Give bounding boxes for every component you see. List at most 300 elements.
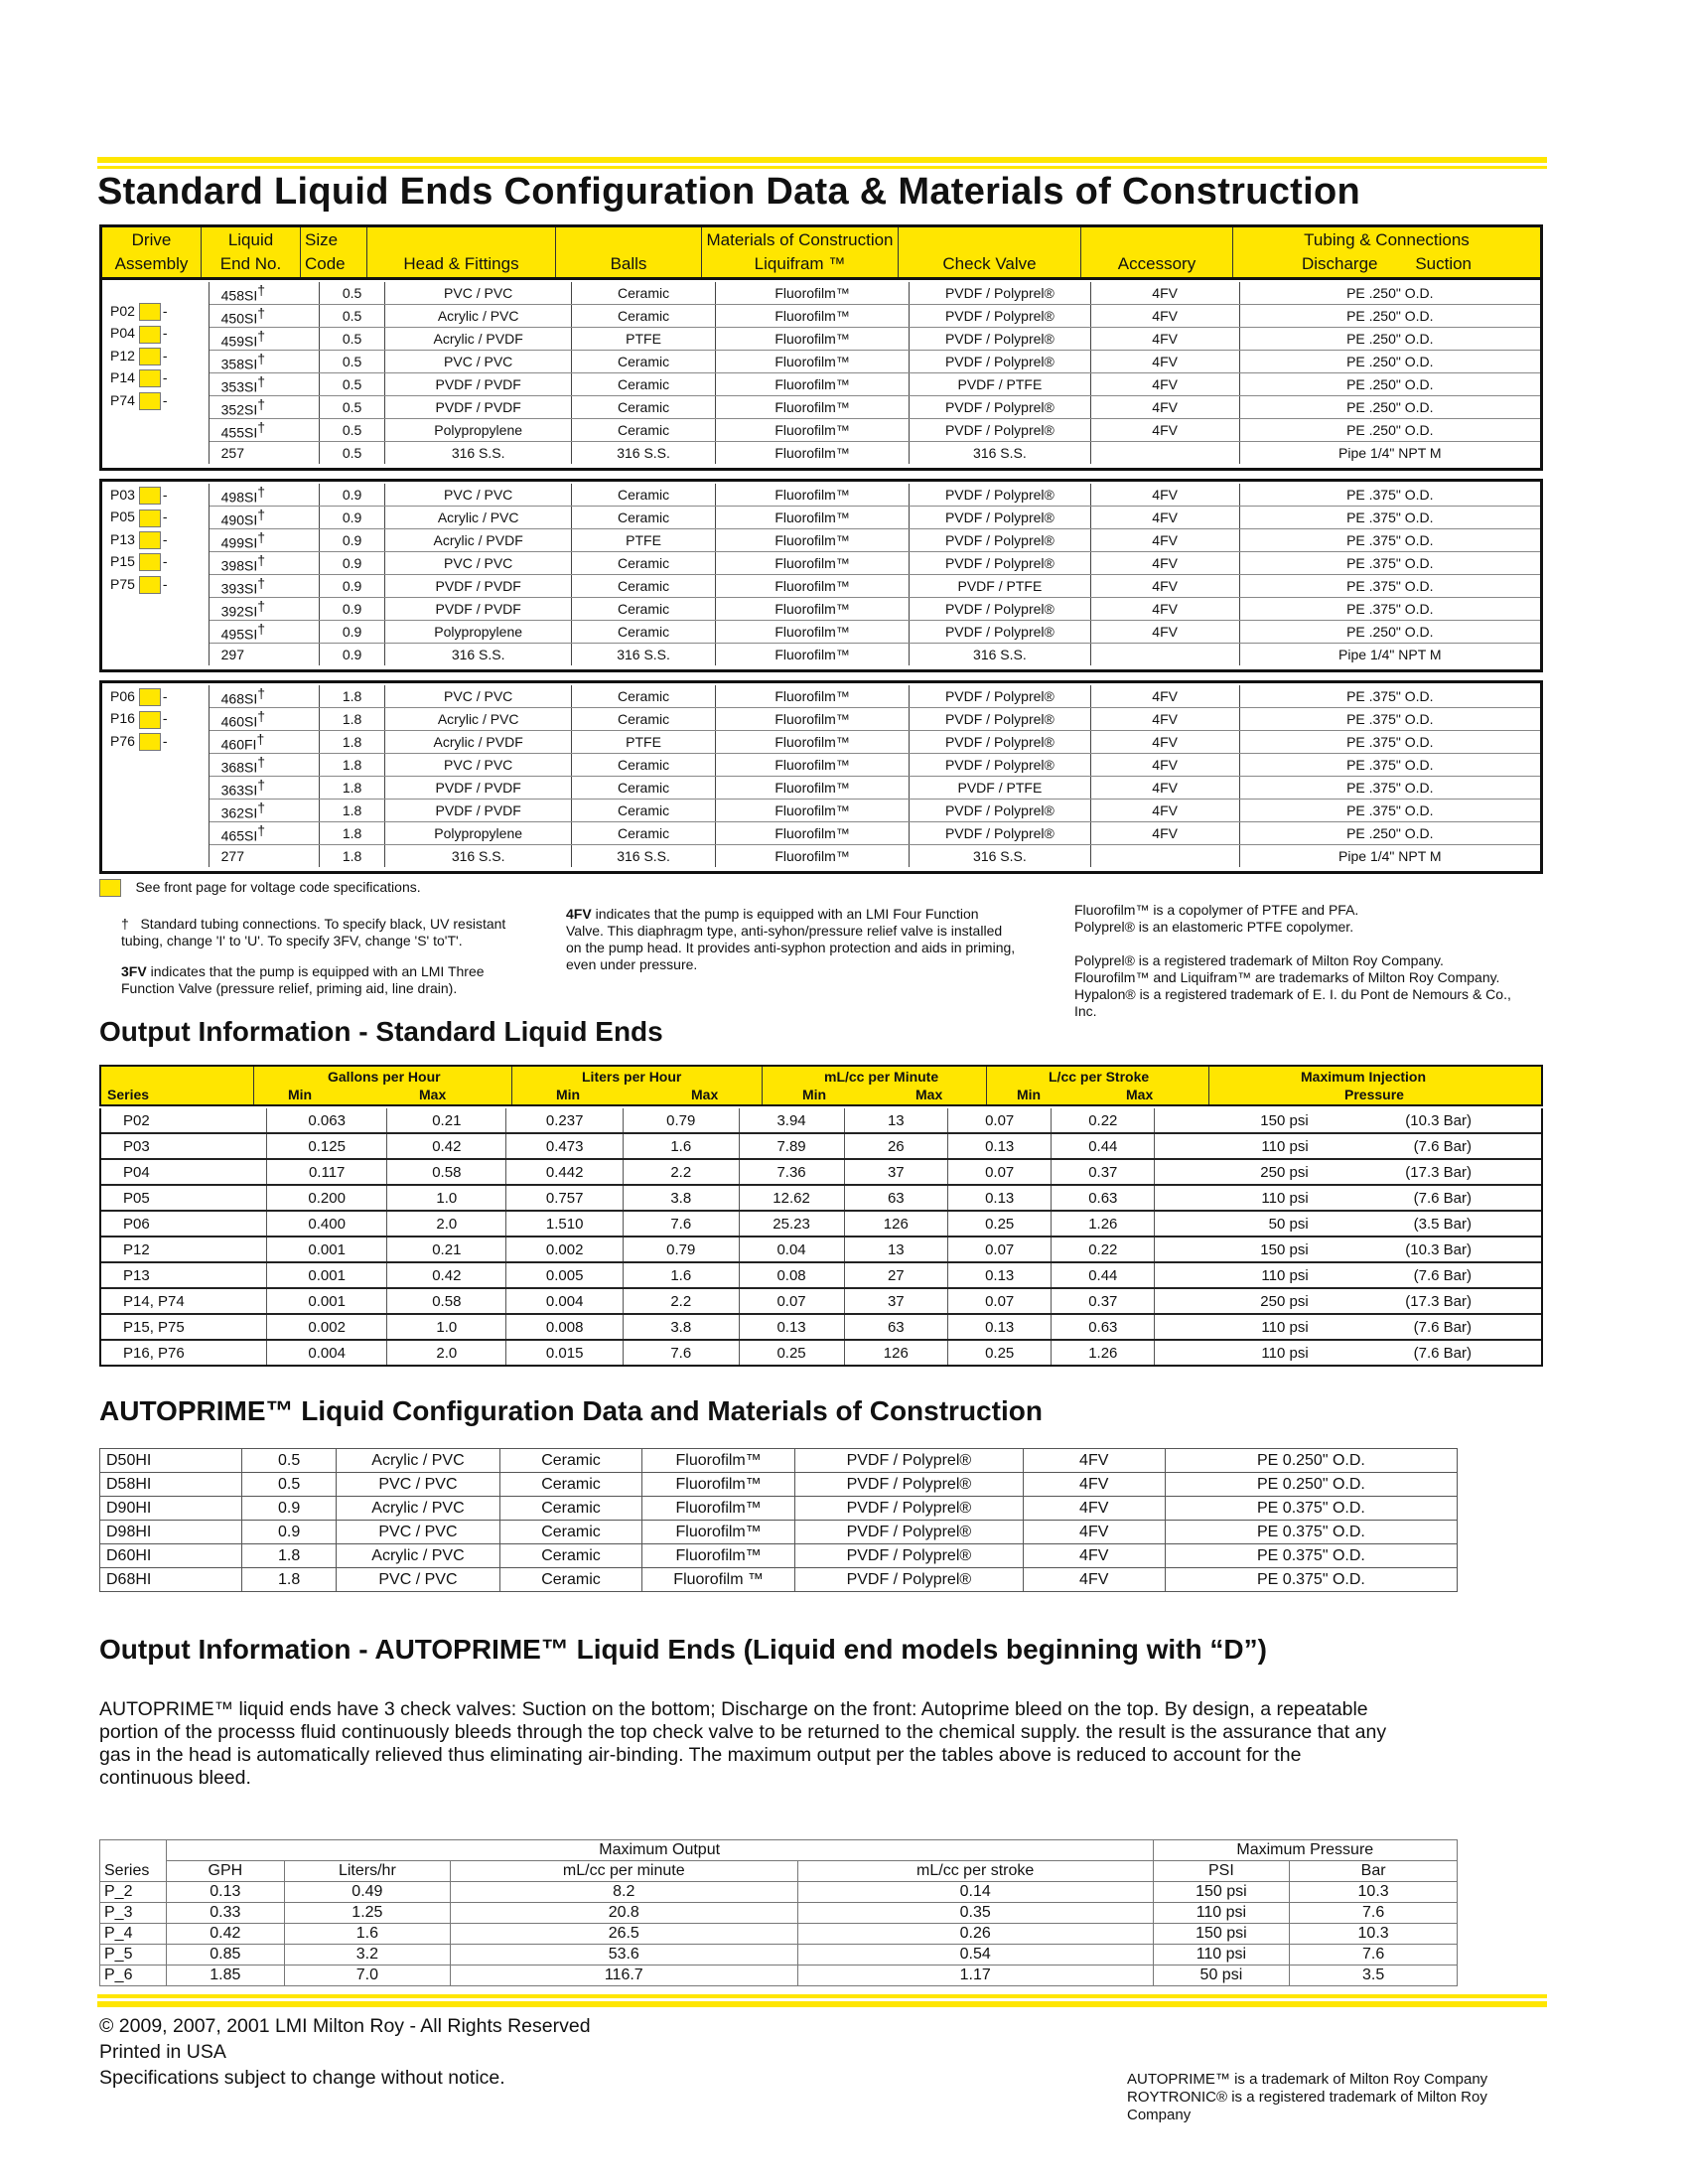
dagger-mark: † — [257, 396, 266, 413]
drive-assembly-list — [102, 282, 209, 464]
cell: 3.8 — [623, 1185, 739, 1211]
column-header: Series — [100, 1861, 167, 1882]
cell: 458SI† — [209, 282, 319, 305]
column-header: Liters/hr — [285, 1861, 451, 1882]
drive-assembly: P06 - — [110, 685, 209, 707]
cell: Fluorofilm™ — [716, 598, 910, 621]
cell: 7.6 — [1290, 1945, 1458, 1966]
cell: Ceramic — [572, 800, 716, 822]
config-table-header — [99, 224, 1543, 280]
cell: 250 psi — [1155, 1288, 1317, 1314]
cell: 362SI† — [209, 800, 319, 822]
dagger-note: † Standard tubing connections. To specify black, UV resistant tubing, change 'I' to 'U'. To specify 3FV, change 'S' to'T'. — [121, 916, 506, 948]
cell: PE .250" O.D. — [1239, 373, 1540, 396]
cell: PVDF / PTFE — [910, 373, 1091, 396]
voltage-code-box — [139, 369, 161, 387]
cell: 50 psi — [1155, 1211, 1317, 1237]
output-table — [99, 1108, 1543, 1367]
cell: Acrylic / PVC — [385, 708, 572, 731]
cell: 0.5 — [319, 328, 384, 351]
cell: 0.473 — [506, 1133, 624, 1159]
cell: 250 psi — [1155, 1159, 1317, 1185]
cell: Fluorofilm™ — [716, 442, 910, 465]
cell: 316 S.S. — [385, 845, 572, 868]
cell: Ceramic — [572, 685, 716, 708]
cell: 50 psi — [1153, 1966, 1290, 1986]
autoprime-output-title: Output Information - AUTOPRIME™ Liquid Ends (Liquid end models beginning with “D”) — [99, 1634, 1267, 1665]
cell: 0.22 — [1052, 1108, 1155, 1133]
cell: PVDF / Polyprel® — [910, 484, 1091, 507]
table-row — [100, 1568, 1458, 1592]
cell: 4FV — [1090, 373, 1239, 396]
table-row — [100, 1945, 1458, 1966]
cell: 4FV — [1090, 328, 1239, 351]
cell: PVC / PVC — [385, 351, 572, 373]
cell: Fluorofilm™ — [716, 529, 910, 552]
cell: PVDF / Polyprel® — [795, 1521, 1023, 1544]
cell: 4FV — [1090, 282, 1239, 305]
table-row — [102, 419, 1540, 442]
cell: 0.9 — [319, 644, 384, 666]
output-table-header: Series Gallons per Hour Min Max Liters per Hour Min Max mL/cc per Minute Min Max L/cc per Stroke Min Max Maximum Injection Pressure — [99, 1065, 1543, 1106]
cell: 316 S.S. — [572, 442, 716, 465]
cell: 0.49 — [285, 1882, 451, 1903]
cell: Ceramic — [499, 1473, 641, 1497]
cell: 4FV — [1090, 822, 1239, 845]
table-row — [102, 777, 1540, 800]
cell: 150 psi — [1153, 1924, 1290, 1945]
cell: PVDF / Polyprel® — [910, 507, 1091, 529]
cell: PVC / PVC — [385, 282, 572, 305]
cell: 0.237 — [506, 1108, 624, 1133]
table-row — [102, 328, 1540, 351]
autoprime-table — [99, 1448, 1458, 1592]
cell: 4FV — [1090, 507, 1239, 529]
cell: PE .375" O.D. — [1239, 731, 1540, 754]
cell: Fluorofilm™ — [716, 328, 910, 351]
dagger-mark: † — [257, 552, 266, 569]
cell: P05 — [101, 1185, 267, 1211]
cell: PE .375" O.D. — [1239, 777, 1540, 800]
cell: Fluorofilm™ — [716, 351, 910, 373]
cell: 7.6 — [1290, 1903, 1458, 1924]
table-row — [102, 621, 1540, 644]
cell: (17.3 Bar) — [1317, 1288, 1541, 1314]
cell: 110 psi — [1153, 1945, 1290, 1966]
table-row — [102, 644, 1540, 666]
cell: Ceramic — [572, 777, 716, 800]
cell: 316 S.S. — [910, 845, 1091, 868]
cell: 4FV — [1023, 1449, 1165, 1473]
cell: 0.63 — [1052, 1185, 1155, 1211]
cell: Acrylic / PVDF — [385, 328, 572, 351]
cell: 7.89 — [739, 1133, 844, 1159]
cell: PVDF / Polyprel® — [910, 351, 1091, 373]
cell: PE .375" O.D. — [1239, 484, 1540, 507]
cell: 0.001 — [267, 1262, 387, 1288]
yellow-code-box — [99, 879, 121, 897]
cell: 1.25 — [285, 1903, 451, 1924]
cell: Ceramic — [572, 621, 716, 644]
dagger-mark: † — [257, 373, 266, 390]
dagger-mark: † — [256, 731, 265, 748]
cell: 1.6 — [285, 1924, 451, 1945]
cell: 1.8 — [319, 822, 384, 845]
cell: 0.5 — [319, 396, 384, 419]
cell: 25.23 — [739, 1211, 844, 1237]
table-row — [102, 575, 1540, 598]
cell: 1.17 — [797, 1966, 1153, 1986]
cell: 465SI† — [209, 822, 319, 845]
output-title: Output Information - Standard Liquid Ends — [99, 1016, 663, 1047]
table-row — [102, 373, 1540, 396]
table-row — [101, 1159, 1541, 1185]
cell: Fluorofilm™ — [716, 731, 910, 754]
cell: PE .375" O.D. — [1239, 708, 1540, 731]
cell: PTFE — [572, 731, 716, 754]
dagger-mark: † — [257, 754, 266, 771]
cell: 0.9 — [319, 552, 384, 575]
max-pressure-header: Maximum Pressure — [1153, 1840, 1457, 1861]
cell: 0.757 — [506, 1185, 624, 1211]
footer-left — [99, 2013, 591, 2091]
table-row — [102, 442, 1540, 465]
cell: Ceramic — [572, 282, 716, 305]
voltage-note: See front page for voltage code specifications. — [99, 879, 421, 897]
cell: 0.21 — [387, 1237, 506, 1262]
cell: 0.13 — [948, 1262, 1052, 1288]
cell: 1.6 — [623, 1262, 739, 1288]
cell: 1.8 — [242, 1568, 337, 1592]
table-row — [101, 1237, 1541, 1262]
cell: 0.002 — [267, 1314, 387, 1340]
cell: Polypropylene — [385, 419, 572, 442]
cell: 316 S.S. — [572, 845, 716, 868]
cell: Fluorofilm™ — [642, 1449, 795, 1473]
cell: PVDF / Polyprel® — [910, 685, 1091, 708]
copyright: © 2009, 2007, 2001 LMI Milton Roy - All Rights Reserved — [99, 2015, 591, 2037]
cell: Pipe 1/4" NPT M — [1338, 647, 1442, 662]
cell: 1.26 — [1052, 1340, 1155, 1365]
cell: Pipe 1/4" NPT M — [1338, 445, 1442, 461]
voltage-code-box — [139, 487, 161, 505]
cell: 1.26 — [1052, 1211, 1155, 1237]
cell: 4FV — [1023, 1568, 1165, 1592]
cell: 1.85 — [166, 1966, 284, 1986]
table-row — [101, 1133, 1541, 1159]
col-drive: Drive Assembly — [102, 227, 202, 277]
cell: 0.400 — [267, 1211, 387, 1237]
cell: 4FV — [1090, 598, 1239, 621]
cell: 0.63 — [1052, 1314, 1155, 1340]
cell: PVDF / Polyprel® — [910, 598, 1091, 621]
column-header: Bar — [1290, 1861, 1458, 1882]
cell: Ceramic — [572, 396, 716, 419]
dagger-mark: † — [257, 685, 266, 702]
cell: Fluorofilm™ — [716, 373, 910, 396]
cell: 0.35 — [797, 1903, 1153, 1924]
cell: PE .375" O.D. — [1239, 507, 1540, 529]
cell: PVC / PVC — [337, 1473, 500, 1497]
cell: 398SI† — [209, 552, 319, 575]
cell: 0.5 — [319, 351, 384, 373]
cell: 4FV — [1090, 800, 1239, 822]
cell: (10.3 Bar) — [1317, 1108, 1541, 1133]
dagger-mark: † — [257, 621, 266, 638]
dagger-mark: † — [257, 800, 266, 816]
table-row — [100, 1521, 1458, 1544]
cell: (10.3 Bar) — [1317, 1237, 1541, 1262]
cell: 150 psi — [1155, 1108, 1317, 1133]
cell: D50HI — [100, 1449, 242, 1473]
cell: Fluorofilm™ — [642, 1473, 795, 1497]
cell: Fluorofilm™ — [716, 845, 910, 868]
cell: 0.001 — [267, 1237, 387, 1262]
cell: Fluorofilm™ — [716, 305, 910, 328]
cell: Ceramic — [572, 822, 716, 845]
cell: Acrylic / PVC — [385, 305, 572, 328]
table-row — [102, 529, 1540, 552]
config-block-0.9 — [99, 479, 1543, 672]
column-header: GPH — [166, 1861, 284, 1882]
drive-assembly: P15 - — [110, 550, 209, 572]
cell: 459SI† — [209, 328, 319, 351]
specs-note: Specifications subject to change without notice. — [99, 2067, 505, 2089]
cell: 297 — [209, 644, 319, 666]
cell: 4FV — [1090, 754, 1239, 777]
cell: 316 S.S. — [385, 644, 572, 666]
drive-assembly-list — [102, 484, 209, 665]
cell: 0.063 — [267, 1108, 387, 1133]
cell: 0.58 — [387, 1288, 506, 1314]
cell: PVDF / PVDF — [385, 800, 572, 822]
cell: 0.08 — [739, 1262, 844, 1288]
cell: PTFE — [572, 328, 716, 351]
cell: PVDF / Polyprel® — [795, 1449, 1023, 1473]
cell: 7.6 — [623, 1340, 739, 1365]
voltage-code-box — [139, 711, 161, 729]
cell: 110 psi — [1153, 1903, 1290, 1924]
cell: 0.008 — [506, 1314, 624, 1340]
cell: 4FV — [1023, 1473, 1165, 1497]
cell: 0.5 — [242, 1449, 337, 1473]
table-row — [102, 598, 1540, 621]
drive-assembly: P12 - — [110, 345, 209, 366]
cell: PVC / PVC — [385, 552, 572, 575]
cell: 10.3 — [1290, 1882, 1458, 1903]
cell: Ceramic — [572, 305, 716, 328]
cell: 1.8 — [319, 754, 384, 777]
cell: PVC / PVC — [337, 1521, 500, 1544]
cell: PVDF / Polyprel® — [910, 731, 1091, 754]
cell: 1.8 — [319, 708, 384, 731]
cell: 0.42 — [166, 1924, 284, 1945]
cell: 13 — [844, 1237, 948, 1262]
dagger-mark: † — [257, 305, 266, 322]
cell: 0.5 — [319, 373, 384, 396]
cell: 116.7 — [450, 1966, 797, 1986]
cell: PE .250" O.D. — [1239, 621, 1540, 644]
cell: D68HI — [100, 1568, 242, 1592]
cell: 495SI† — [209, 621, 319, 644]
cell: PE 0.375" O.D. — [1165, 1497, 1457, 1521]
cell: 0.5 — [319, 282, 384, 305]
bottom-yellow-rule — [97, 1994, 1547, 1998]
autoprime-paragraph: AUTOPRIME™ liquid ends have 3 check valves: Suction on the bottom; Discharge on the front: Autoprime bleed on the top. By design, a repeatable portion of the processs fluid continuously bleeds through the top check valve to be returned to the chemical supply. the result is the assurance that any gas in the head is automatically relieved thus eliminating air-binding. The maximum output per the tables above is reduced to account for the continuous bleed. — [99, 1698, 1387, 1789]
col-head: Head & Fittings — [367, 227, 556, 277]
cell: 12.62 — [739, 1185, 844, 1211]
cell: 4FV — [1023, 1544, 1165, 1568]
cell: 0.9 — [319, 484, 384, 507]
cell: 0.13 — [166, 1882, 284, 1903]
cell: 316 S.S. — [572, 644, 716, 666]
table-row — [101, 1211, 1541, 1237]
drive-assembly: P76 - — [110, 730, 209, 752]
cell: 37 — [844, 1288, 948, 1314]
cell: Fluorofilm ™ — [642, 1568, 795, 1592]
cell: PVDF / Polyprel® — [795, 1497, 1023, 1521]
cell: PE .250" O.D. — [1239, 328, 1540, 351]
cell: Fluorofilm™ — [716, 708, 910, 731]
cell: 150 psi — [1155, 1237, 1317, 1262]
cell: 0.005 — [506, 1262, 624, 1288]
table-row — [100, 1449, 1458, 1473]
cell: 4FV — [1090, 484, 1239, 507]
cell: 0.200 — [267, 1185, 387, 1211]
cell: PVDF / Polyprel® — [795, 1544, 1023, 1568]
cell: PE .375" O.D. — [1239, 800, 1540, 822]
table-row — [101, 1340, 1541, 1365]
cell: Ceramic — [572, 754, 716, 777]
drive-assembly: P13 - — [110, 528, 209, 550]
cell: 4FV — [1090, 621, 1239, 644]
col-tubing: Tubing & Connections Discharge Suction — [1301, 230, 1473, 273]
cell: 0.07 — [948, 1288, 1052, 1314]
cell: 0.9 — [242, 1521, 337, 1544]
cell: 3.8 — [623, 1314, 739, 1340]
cell: Ceramic — [499, 1497, 641, 1521]
cell: (7.6 Bar) — [1317, 1262, 1541, 1288]
cell: 257 — [209, 442, 319, 465]
cell: 0.002 — [506, 1237, 624, 1262]
cell: 0.117 — [267, 1159, 387, 1185]
col-size: Size Code — [301, 227, 367, 277]
cell: 0.13 — [948, 1185, 1052, 1211]
cell: Ceramic — [499, 1544, 641, 1568]
cell: 13 — [844, 1108, 948, 1133]
cell — [1090, 644, 1239, 666]
table-row — [100, 1544, 1458, 1568]
cell — [1090, 845, 1239, 868]
autoprime-title: AUTOPRIME™ Liquid Configuration Data and Materials of Construction — [99, 1395, 1043, 1426]
voltage-code-box — [139, 348, 161, 365]
cell: Ceramic — [572, 598, 716, 621]
cell: PVDF / Polyprel® — [910, 621, 1091, 644]
cell: 8.2 — [450, 1882, 797, 1903]
cell: PE 0.375" O.D. — [1165, 1568, 1457, 1592]
voltage-code-box — [139, 553, 161, 571]
cell: D90HI — [100, 1497, 242, 1521]
cell: 1.0 — [387, 1185, 506, 1211]
cell: 0.07 — [948, 1108, 1052, 1133]
cell: P03 — [101, 1133, 267, 1159]
cell: Fluorofilm™ — [716, 685, 910, 708]
cell: 0.9 — [242, 1497, 337, 1521]
cell: 358SI† — [209, 351, 319, 373]
config-table — [102, 282, 1540, 464]
cell: 0.14 — [797, 1882, 1153, 1903]
cell: 27 — [844, 1262, 948, 1288]
cell: (7.6 Bar) — [1317, 1133, 1541, 1159]
cell: 0.13 — [948, 1133, 1052, 1159]
cell: Ceramic — [499, 1568, 641, 1592]
cell: 110 psi — [1155, 1185, 1317, 1211]
cell: PVDF / Polyprel® — [910, 822, 1091, 845]
config-table — [102, 484, 1540, 665]
cell: 0.04 — [739, 1237, 844, 1262]
cell: PE .250" O.D. — [1239, 822, 1540, 845]
table-row — [101, 1314, 1541, 1340]
cell: 1.0 — [387, 1314, 506, 1340]
cell: PVDF / PVDF — [385, 396, 572, 419]
cell: Fluorofilm™ — [716, 777, 910, 800]
cell: 0.42 — [387, 1133, 506, 1159]
cell: 4FV — [1023, 1521, 1165, 1544]
cell: D60HI — [100, 1544, 242, 1568]
cell: Fluorofilm™ — [716, 419, 910, 442]
cell: PVDF / Polyprel® — [910, 305, 1091, 328]
cell: PVDF / Polyprel® — [910, 419, 1091, 442]
cell: Fluorofilm™ — [642, 1521, 795, 1544]
cell: 393SI† — [209, 575, 319, 598]
cell: PVDF / Polyprel® — [910, 328, 1091, 351]
table-row — [102, 282, 1540, 305]
cell: 110 psi — [1261, 1344, 1309, 1362]
cell: Polypropylene — [385, 822, 572, 845]
printed-in: Printed in USA — [99, 2041, 226, 2063]
cell: 0.33 — [166, 1903, 284, 1924]
cell: 0.13 — [948, 1314, 1052, 1340]
dagger-mark: † — [257, 598, 266, 615]
cell: 0.5 — [319, 419, 384, 442]
cell: 0.5 — [242, 1473, 337, 1497]
cell: 2.2 — [623, 1159, 739, 1185]
voltage-code-box — [139, 688, 161, 706]
cell: PE .375" O.D. — [1239, 575, 1540, 598]
cell: 4FV — [1090, 708, 1239, 731]
cell: 490SI† — [209, 507, 319, 529]
cell: 0.9 — [319, 598, 384, 621]
cell: 126 — [844, 1211, 948, 1237]
cell: PVDF / Polyprel® — [910, 529, 1091, 552]
table-row — [102, 685, 1540, 708]
cell: 392SI† — [209, 598, 319, 621]
voltage-code-box — [139, 392, 161, 410]
config-block-0.5 — [99, 277, 1543, 471]
cell: 0.26 — [797, 1924, 1153, 1945]
cell: 0.85 — [166, 1945, 284, 1966]
cell — [1090, 442, 1239, 465]
header-row — [100, 1861, 1458, 1882]
cell: P06 — [101, 1211, 267, 1237]
cell: Ceramic — [572, 507, 716, 529]
cell: 63 — [844, 1314, 948, 1340]
drive-assembly: P16 - — [110, 707, 209, 729]
cell: PVDF / Polyprel® — [795, 1568, 1023, 1592]
top-yellow-rule-thin — [97, 166, 1547, 169]
cell: PVDF / Polyprel® — [910, 396, 1091, 419]
voltage-code-box — [139, 510, 161, 527]
